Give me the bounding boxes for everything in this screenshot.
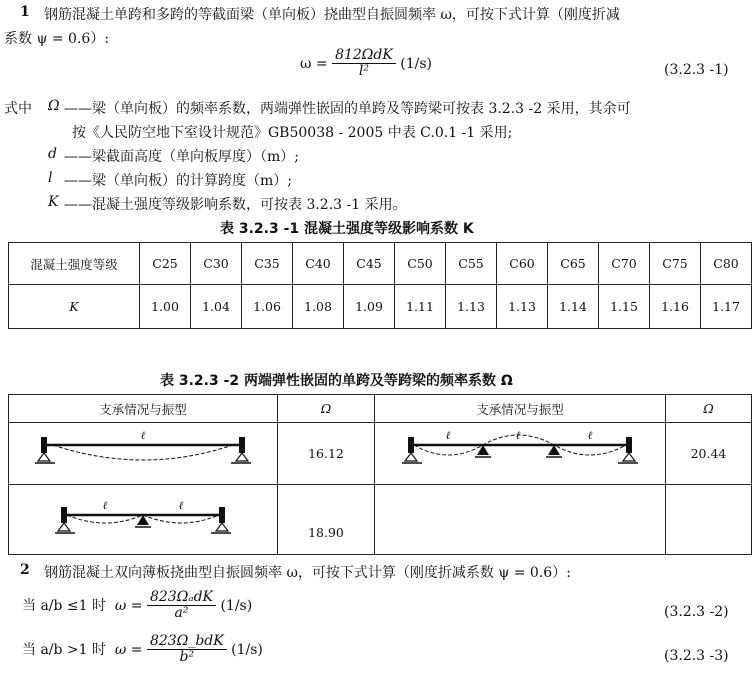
eq3-lhs: ω =	[114, 641, 143, 658]
equation-2	[22, 590, 252, 622]
def-k-symbol: K	[48, 194, 59, 210]
eq2-condition: 当 a/b ≤1 时	[22, 597, 107, 614]
omega-value-cell: 20.44	[666, 423, 752, 485]
eq2-fraction	[147, 590, 216, 622]
span-label: ℓ	[587, 429, 593, 442]
eq3-condition: 当 a/b >1 时	[22, 641, 107, 658]
k-value-cell: 1.15	[599, 285, 650, 329]
section-2-number: 2	[20, 562, 30, 578]
eq3-fraction	[147, 634, 227, 666]
def-k-text: ——混凝土强度等级影响系数，可按表 3.2.3 -1 采用。	[64, 197, 407, 213]
empty-cell	[375, 485, 666, 555]
def-l-symbol: l	[48, 170, 53, 186]
table1-value-row	[9, 285, 752, 329]
grade-cell: C30	[191, 243, 242, 285]
k-value-cell: 1.17	[701, 285, 752, 329]
eq1-number: (3.2.3 -1)	[664, 62, 729, 78]
span-label: ℓ	[445, 429, 451, 442]
grade-cell: C80	[701, 243, 752, 285]
span-label: ℓ	[102, 499, 108, 512]
eq3-number: (3.2.3 -3)	[664, 648, 729, 664]
section-1-number: 1	[20, 4, 30, 20]
def-d-text: ——梁截面高度（单向板厚度）（m）;	[64, 149, 299, 165]
eq1-lhs: ω =	[300, 55, 328, 72]
grade-cell: C65	[548, 243, 599, 285]
defs-prefix: 式中	[4, 101, 32, 117]
table-3-2-3-1	[8, 242, 752, 329]
def-l-text: ——梁（单向板）的计算跨度（m）;	[64, 173, 292, 189]
table2-col3-header: 支承情况与振型	[375, 395, 666, 423]
k-value-cell: 1.08	[293, 285, 344, 329]
eq2-numerator: 823ΩₐdK	[147, 590, 216, 606]
table1-grade-row	[9, 243, 752, 285]
table2-col1-header: 支承情况与振型	[9, 395, 278, 423]
table1-header-label: 混凝土强度等级	[9, 243, 140, 285]
diagram-two-span-cell	[9, 485, 278, 555]
k-value-cell: 1.04	[191, 285, 242, 329]
table2-col4-header: Ω	[666, 395, 752, 423]
grade-cell: C60	[497, 243, 548, 285]
eq2-unit: (1/s)	[220, 597, 253, 614]
def-omega-line2: 按《人民防空地下室设计规范》GB50038 - 2005 中表 C.0.1 -1 采用;	[72, 125, 513, 141]
table2-row2	[9, 485, 752, 555]
k-value-cell: 1.11	[395, 285, 446, 329]
section-1-text-line2: 系数 ψ = 0.6）:	[4, 31, 110, 47]
table-3-2-3-2	[8, 394, 752, 555]
three-span-beam-diagram	[400, 427, 640, 477]
eq2-lhs: ω =	[114, 597, 143, 614]
eq1-numerator: 812ΩdK	[332, 48, 396, 64]
eq1-fraction	[332, 48, 396, 80]
k-value-cell: 1.14	[548, 285, 599, 329]
k-value-cell: 1.13	[497, 285, 548, 329]
def-omega-symbol: Ω	[48, 98, 60, 114]
span-label: ℓ	[140, 429, 146, 442]
grade-cell: C35	[242, 243, 293, 285]
span-label: ℓ	[515, 429, 521, 442]
section-1-text-line1: 钢筋混凝土单跨和多跨的等截面梁（单向板）挠曲型自振圆频率 ω，可按下式计算（刚度折减	[44, 7, 620, 23]
grade-cell: C50	[395, 243, 446, 285]
eq3-denominator: b²	[179, 649, 195, 666]
grade-cell: C55	[446, 243, 497, 285]
two-span-beam-diagram	[53, 493, 233, 543]
table1-row-label: K	[9, 285, 140, 329]
table1-caption: 表 3.2.3 -1 混凝土强度等级影响系数 K	[220, 221, 474, 237]
diagram-single-span-cell	[9, 423, 278, 485]
span-label: ℓ	[178, 499, 184, 512]
eq3-unit: (1/s)	[231, 641, 263, 658]
diagram-three-span-cell	[375, 423, 666, 485]
grade-cell: C75	[650, 243, 701, 285]
eq2-number: (3.2.3 -2)	[664, 604, 729, 620]
single-span-beam-diagram	[33, 427, 253, 477]
omega-value-cell: 16.12	[278, 423, 375, 485]
section-2-text: 钢筋混凝土双向薄板挠曲型自振圆频率 ω，可按下式计算（刚度折减系数 ψ = 0.6）:	[44, 565, 571, 581]
k-value-cell: 1.06	[242, 285, 293, 329]
equation-1	[300, 48, 432, 80]
eq2-denominator: a²	[174, 605, 189, 622]
def-d-symbol: d	[48, 146, 57, 162]
equation-3	[22, 634, 263, 666]
eq1-unit: (1/s)	[400, 55, 432, 72]
grade-cell: C25	[140, 243, 191, 285]
eq3-numerator: 823Ω_bdK	[147, 634, 227, 650]
grade-cell: C70	[599, 243, 650, 285]
eq1-denominator: l²	[358, 63, 369, 80]
k-value-cell: 1.09	[344, 285, 395, 329]
k-value-cell: 1.16	[650, 285, 701, 329]
grade-cell: C40	[293, 243, 344, 285]
k-value-cell: 1.00	[140, 285, 191, 329]
table2-col2-header: Ω	[278, 395, 375, 423]
def-omega-line1: ——梁（单向板）的频率系数，两端弹性嵌固的单跨及等跨梁可按表 3.2.3 -2 采用，其余可	[64, 101, 631, 117]
table2-row1	[9, 423, 752, 485]
omega-value-cell: 18.90	[278, 485, 375, 555]
table2-header-row	[9, 395, 752, 423]
table2-caption: 表 3.2.3 -2 两端弹性嵌固的单跨及等跨梁的频率系数 Ω	[160, 373, 513, 389]
grade-cell: C45	[344, 243, 395, 285]
k-value-cell: 1.13	[446, 285, 497, 329]
empty-cell	[666, 485, 752, 555]
